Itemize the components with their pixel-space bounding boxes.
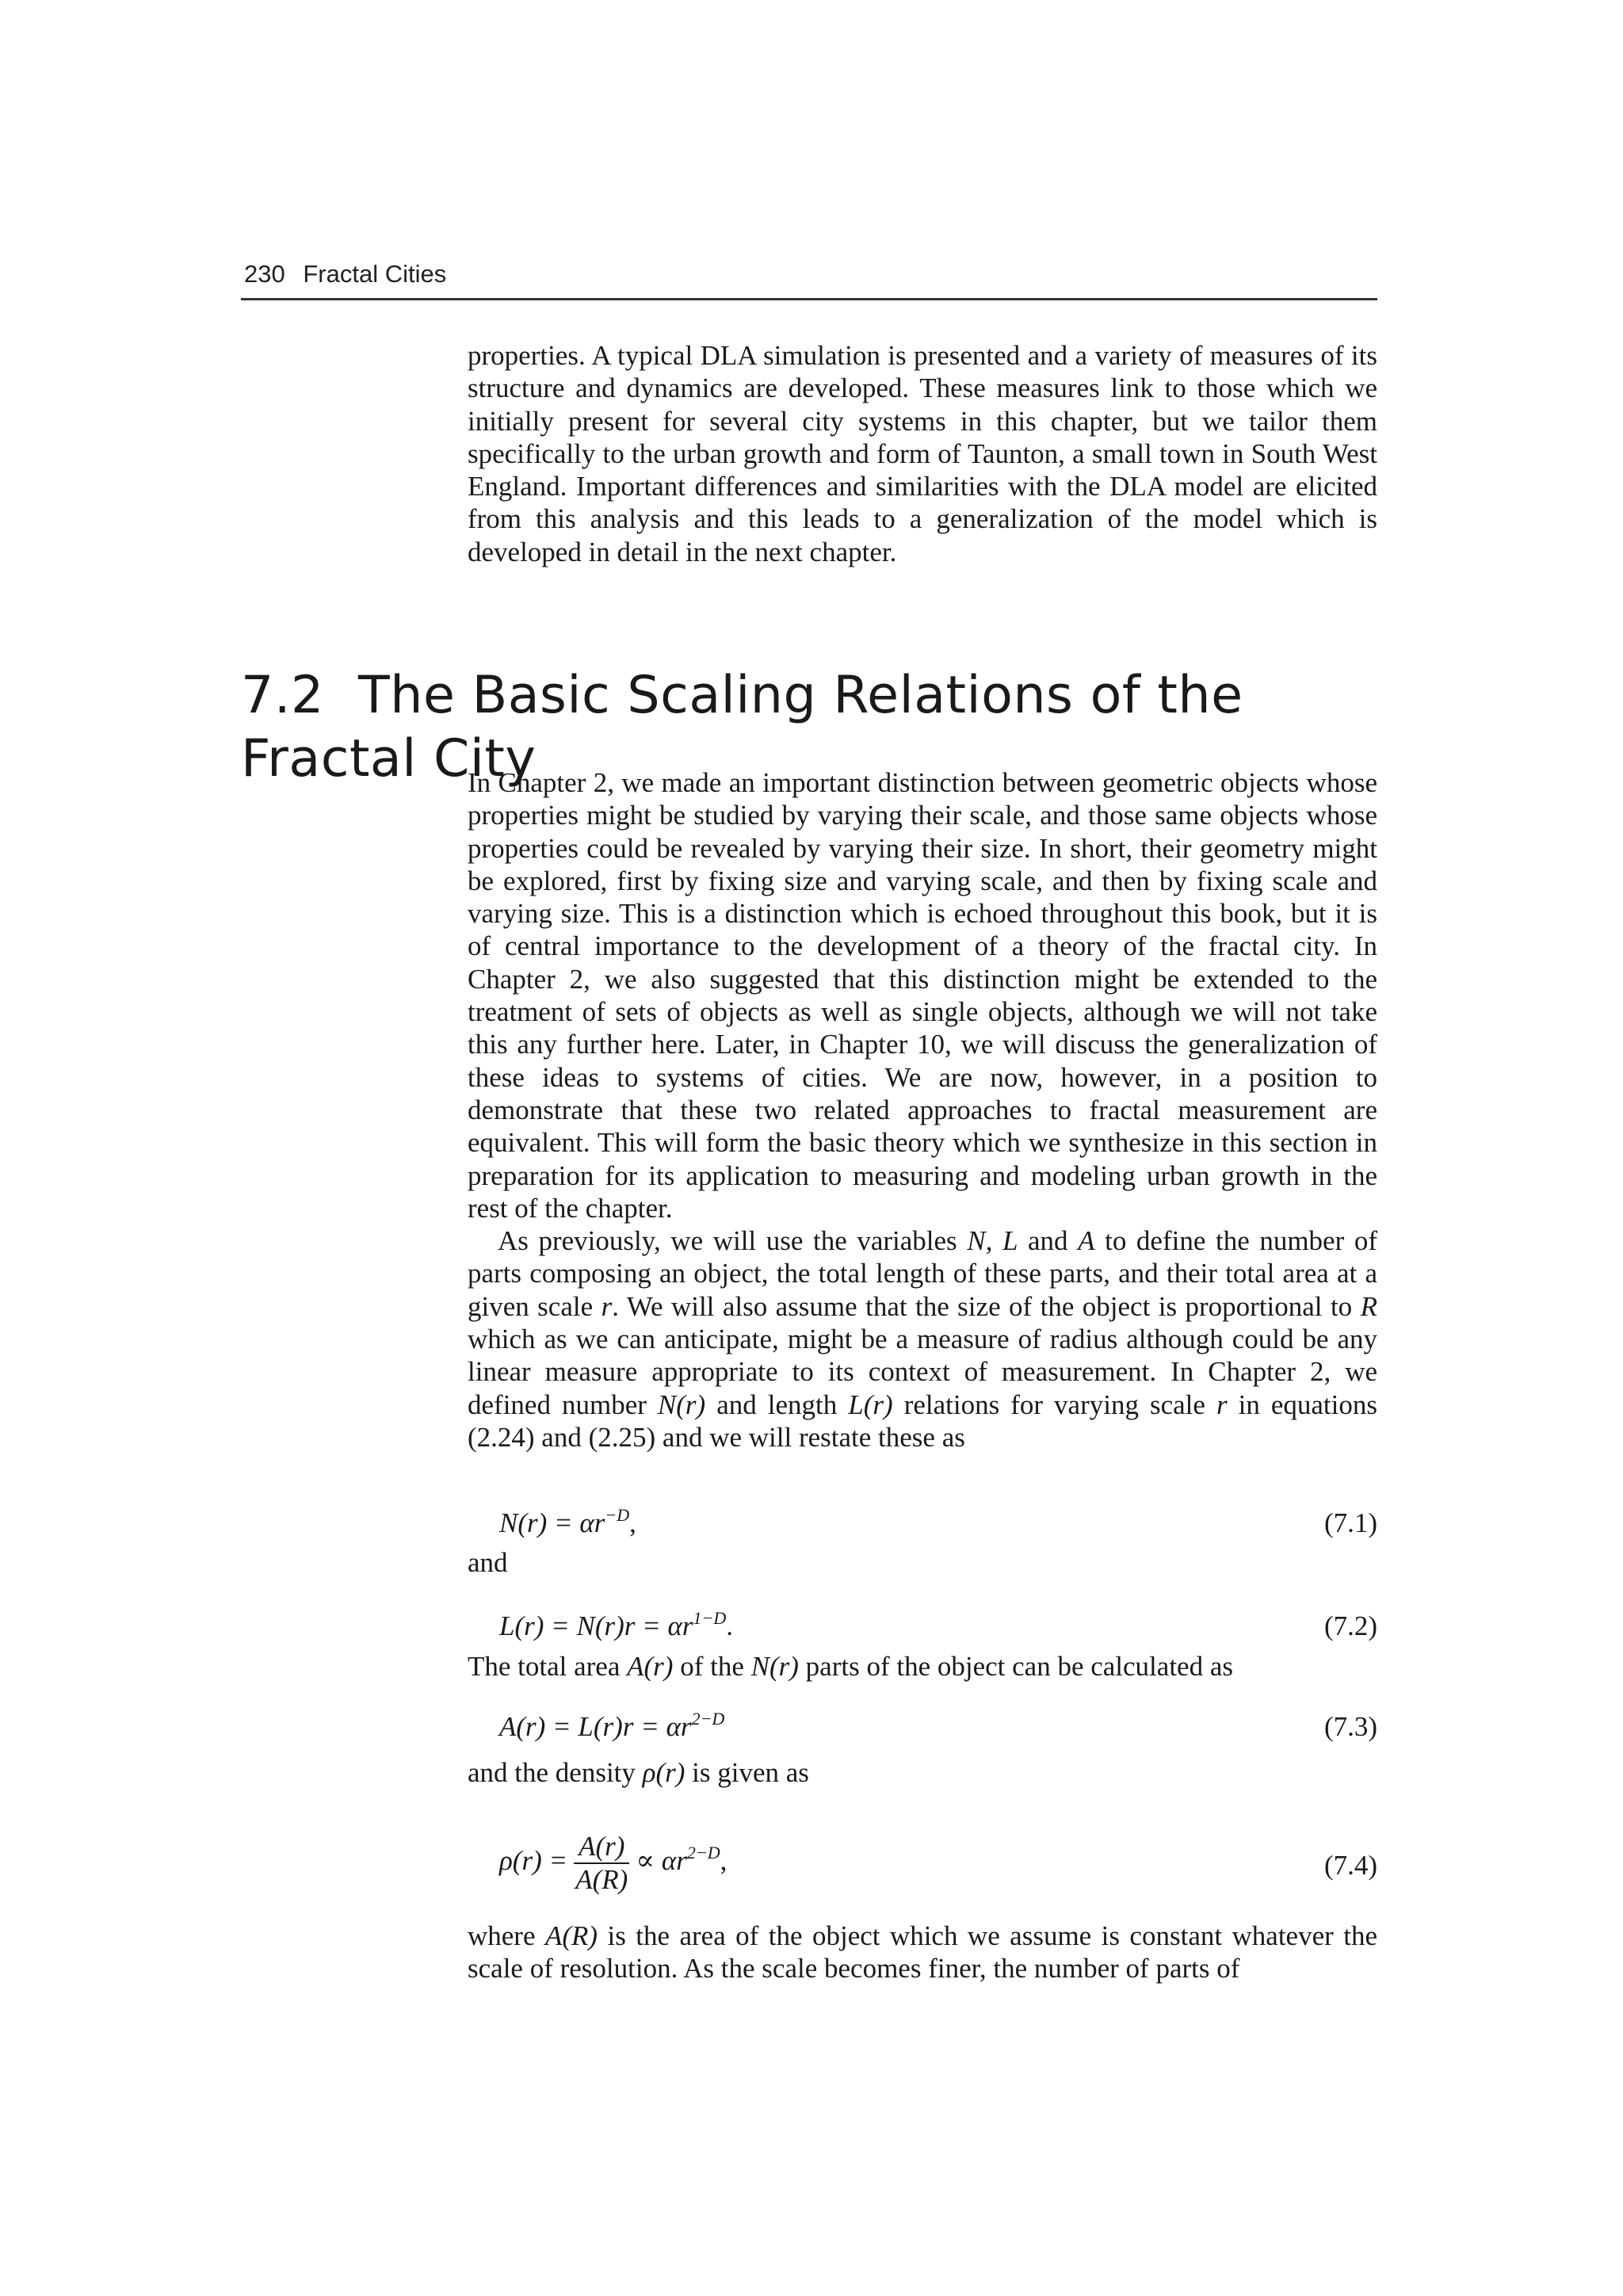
and-text: and: [468, 1547, 508, 1578]
equation-number: (7.3): [1323, 1711, 1377, 1742]
equation-body: $N(r) = \alpha r^{-D}$,: [499, 1505, 636, 1538]
equation-7-1: [468, 1506, 1377, 1553]
closing-block: [468, 1920, 1377, 1985]
density-text: and the density ρ(r) is given as: [468, 1757, 809, 1788]
equation-body: $L(r) = N(r)r = \alpha r^{1-D}$.: [499, 1608, 734, 1641]
fraction: $\frac{A(r)}{A(R)}$: [574, 1831, 629, 1896]
area-text: The total area A(r) of the N(r) parts of the object can be calculated as: [468, 1651, 1233, 1682]
page-number: 230: [244, 260, 285, 288]
closing-paragraph: where A(R) is the area of the object which we assume is constant whatever the scale of resolution. As the scale becomes finer, the number of parts of: [468, 1920, 1377, 1985]
equation-number: (7.4): [1323, 1850, 1377, 1881]
running-title: Fractal Cities: [303, 260, 447, 288]
header-rule: [241, 298, 1377, 300]
equation-body: ρ(r) = $\frac{A(r)}{A(R)}$ ∝ $\alpha r^{2-D}$,: [499, 1831, 727, 1895]
section-number: 7.2: [241, 666, 324, 725]
intro-block: [468, 339, 1377, 568]
equation-body: $A(r) = L(r)r = \alpha r^{2-D}$: [499, 1709, 725, 1742]
equation-number: (7.2): [1323, 1610, 1377, 1641]
intro-paragraph: properties. A typical DLA simulation is presented and a variety of measures of its structure and dynamics are developed. These measures link to those which we initially present for several city systems in this chapter, but we tailor them specifically to the urban growth and form of Taunton, a small town in South West England. Important differences and similarities with the DLA model are elicited from this analysis and this leads to a generalization of the model which is developed in detail in the next chapter.: [468, 340, 1377, 567]
body-block: [468, 766, 1377, 1454]
body-paragraph-2: As previously, we will use the variables N, L and A to define the number of parts composing an object, the total length of these parts, and their total area at a given scale r. We will also assume that the size of the object is proportional to R which as we can anticipate, might be a measure of radius although could be any linear measure appropriate to its context of measurement. In Chapter 2, we defined number N(r) and length L(r) relations for varying scale r in equations (2.24) and (2.25) and we will restate these as: [468, 1225, 1378, 1453]
running-header: [244, 258, 1377, 290]
equation-number: (7.1): [1323, 1507, 1377, 1538]
section-title: The Basic Scaling Relations of the Fractal City: [241, 666, 1243, 789]
body-paragraph-1: In Chapter 2, we made an important distinction between geometric objects whose properties might be studied by varying their scale, and those same objects whose properties could be revealed by varying their size. In short, their geometry might be explored, first by fixing size and varying scale, and then by fixing scale and varying size. This is a distinction which is echoed throughout this book, but it is of central importance to the development of a theory of the fractal city. In Chapter 2, we also suggested that this distinction might be extended to the treatment of sets of objects as well as single objects, although we will not take this any further here. Later, in Chapter 10, we will discuss the generalization of these ideas to systems of cities. We are now, however, in a position to demonstrate that these two related approaches to fractal measurement are equivalent. This will form the basic theory which we synthesize in this section in preparation for its application to measuring and modeling urban growth in the rest of the chapter.: [468, 767, 1377, 1224]
equation-7-3: [468, 1710, 1377, 1757]
equation-7-4: [468, 1823, 1377, 1902]
